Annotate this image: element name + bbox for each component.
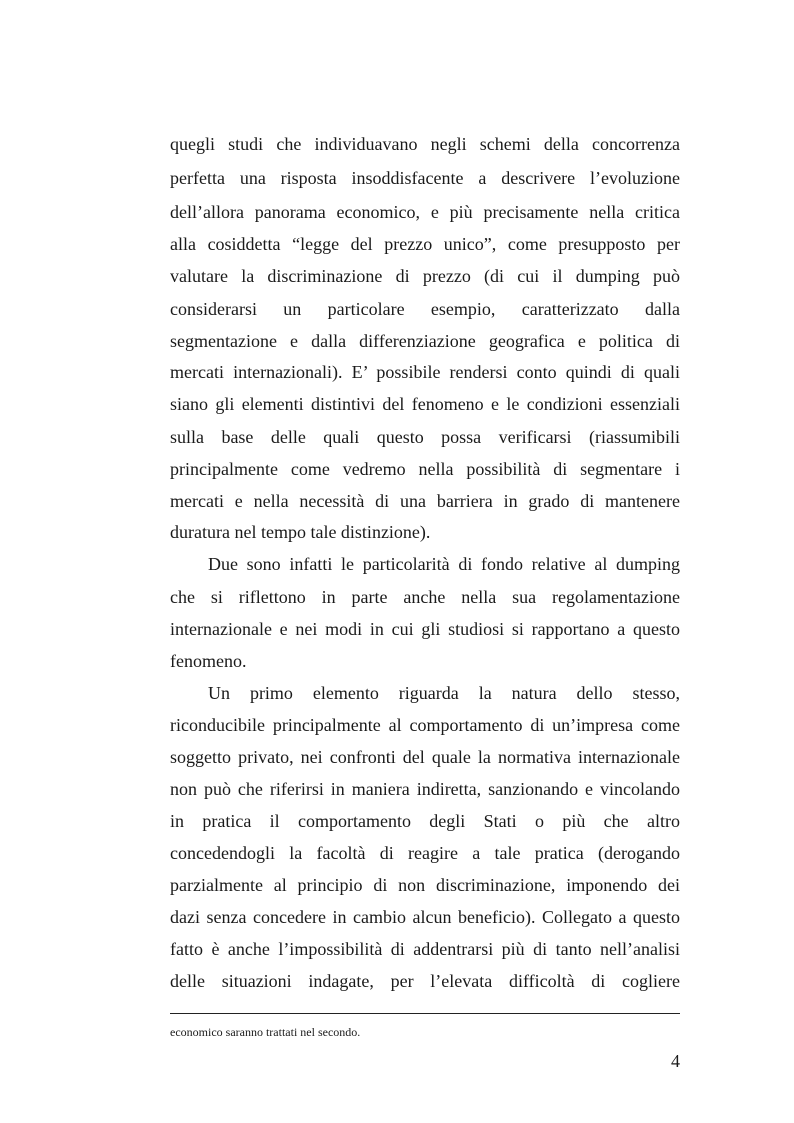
body-text-line: fenomeno. — [170, 651, 247, 671]
body-text-line: dazi senza concedere in cambio alcun beneficio). Collegato a questo — [170, 907, 680, 927]
body-text-line: mercati internazionali). E’ possibile rendersi conto quindi di quali — [170, 362, 680, 382]
body-text-line: non può che riferirsi in maniera indiretta, sanzionando e vincolando — [170, 779, 680, 799]
body-text-line: sulla base delle quali questo possa verificarsi (riassumibili — [170, 427, 680, 447]
body-text-line: quegli studi che individuavano negli schemi della concorrenza — [170, 134, 680, 154]
paragraph-first-line: Un primo elemento riguarda la natura dello stesso, — [208, 683, 680, 703]
body-text-line: fatto è anche l’impossibilità di addentrarsi più di tanto nell’analisi — [170, 939, 680, 959]
body-text-line: concedendogli la facoltà di reagire a tale pratica (derogando — [170, 843, 680, 863]
body-text-line: alla cosiddetta “legge del prezzo unico”, come presupposto per — [170, 234, 680, 254]
footnote-text: economico saranno trattati nel secondo. — [170, 1025, 361, 1039]
paragraph-first-line: Due sono infatti le particolarità di fondo relative al dumping — [208, 554, 680, 574]
footnote-divider — [170, 1013, 680, 1014]
body-text-line: duratura nel tempo tale distinzione). — [170, 522, 431, 542]
body-text-line: parzialmente al principio di non discriminazione, imponendo dei — [170, 875, 680, 895]
body-text-line: che si riflettono in parte anche nella sua regolamentazione — [170, 587, 680, 607]
body-text-line: soggetto privato, nei confronti del quale la normativa internazionale — [170, 747, 680, 767]
body-text-line: delle situazioni indagate, per l’elevata difficoltà di cogliere — [170, 971, 680, 991]
page-number: 4 — [671, 1051, 680, 1071]
body-text-line: riconducibile principalmente al comportamento di un’impresa come — [170, 715, 680, 735]
body-text-line: dell’allora panorama economico, e più precisamente nella critica — [170, 202, 680, 222]
body-text-line: mercati e nella necessità di una barriera in grado di mantenere — [170, 491, 680, 511]
body-text-line: considerarsi un particolare esempio, caratterizzato dalla — [170, 299, 680, 319]
body-text-line: valutare la discriminazione di prezzo (di cui il dumping può — [170, 266, 680, 286]
body-text-line: perfetta una risposta insoddisfacente a descrivere l’evoluzione — [170, 168, 680, 188]
body-text-line: in pratica il comportamento degli Stati o più che altro — [170, 811, 680, 831]
body-text-line: siano gli elementi distintivi del fenomeno e le condizioni essenziali — [170, 394, 680, 414]
body-text-line: segmentazione e dalla differenziazione geografica e politica di — [170, 331, 680, 351]
body-text-line: internazionale e nei modi in cui gli studiosi si rapportano a questo — [170, 619, 680, 639]
body-text-line: principalmente come vedremo nella possibilità di segmentare i — [170, 459, 680, 479]
